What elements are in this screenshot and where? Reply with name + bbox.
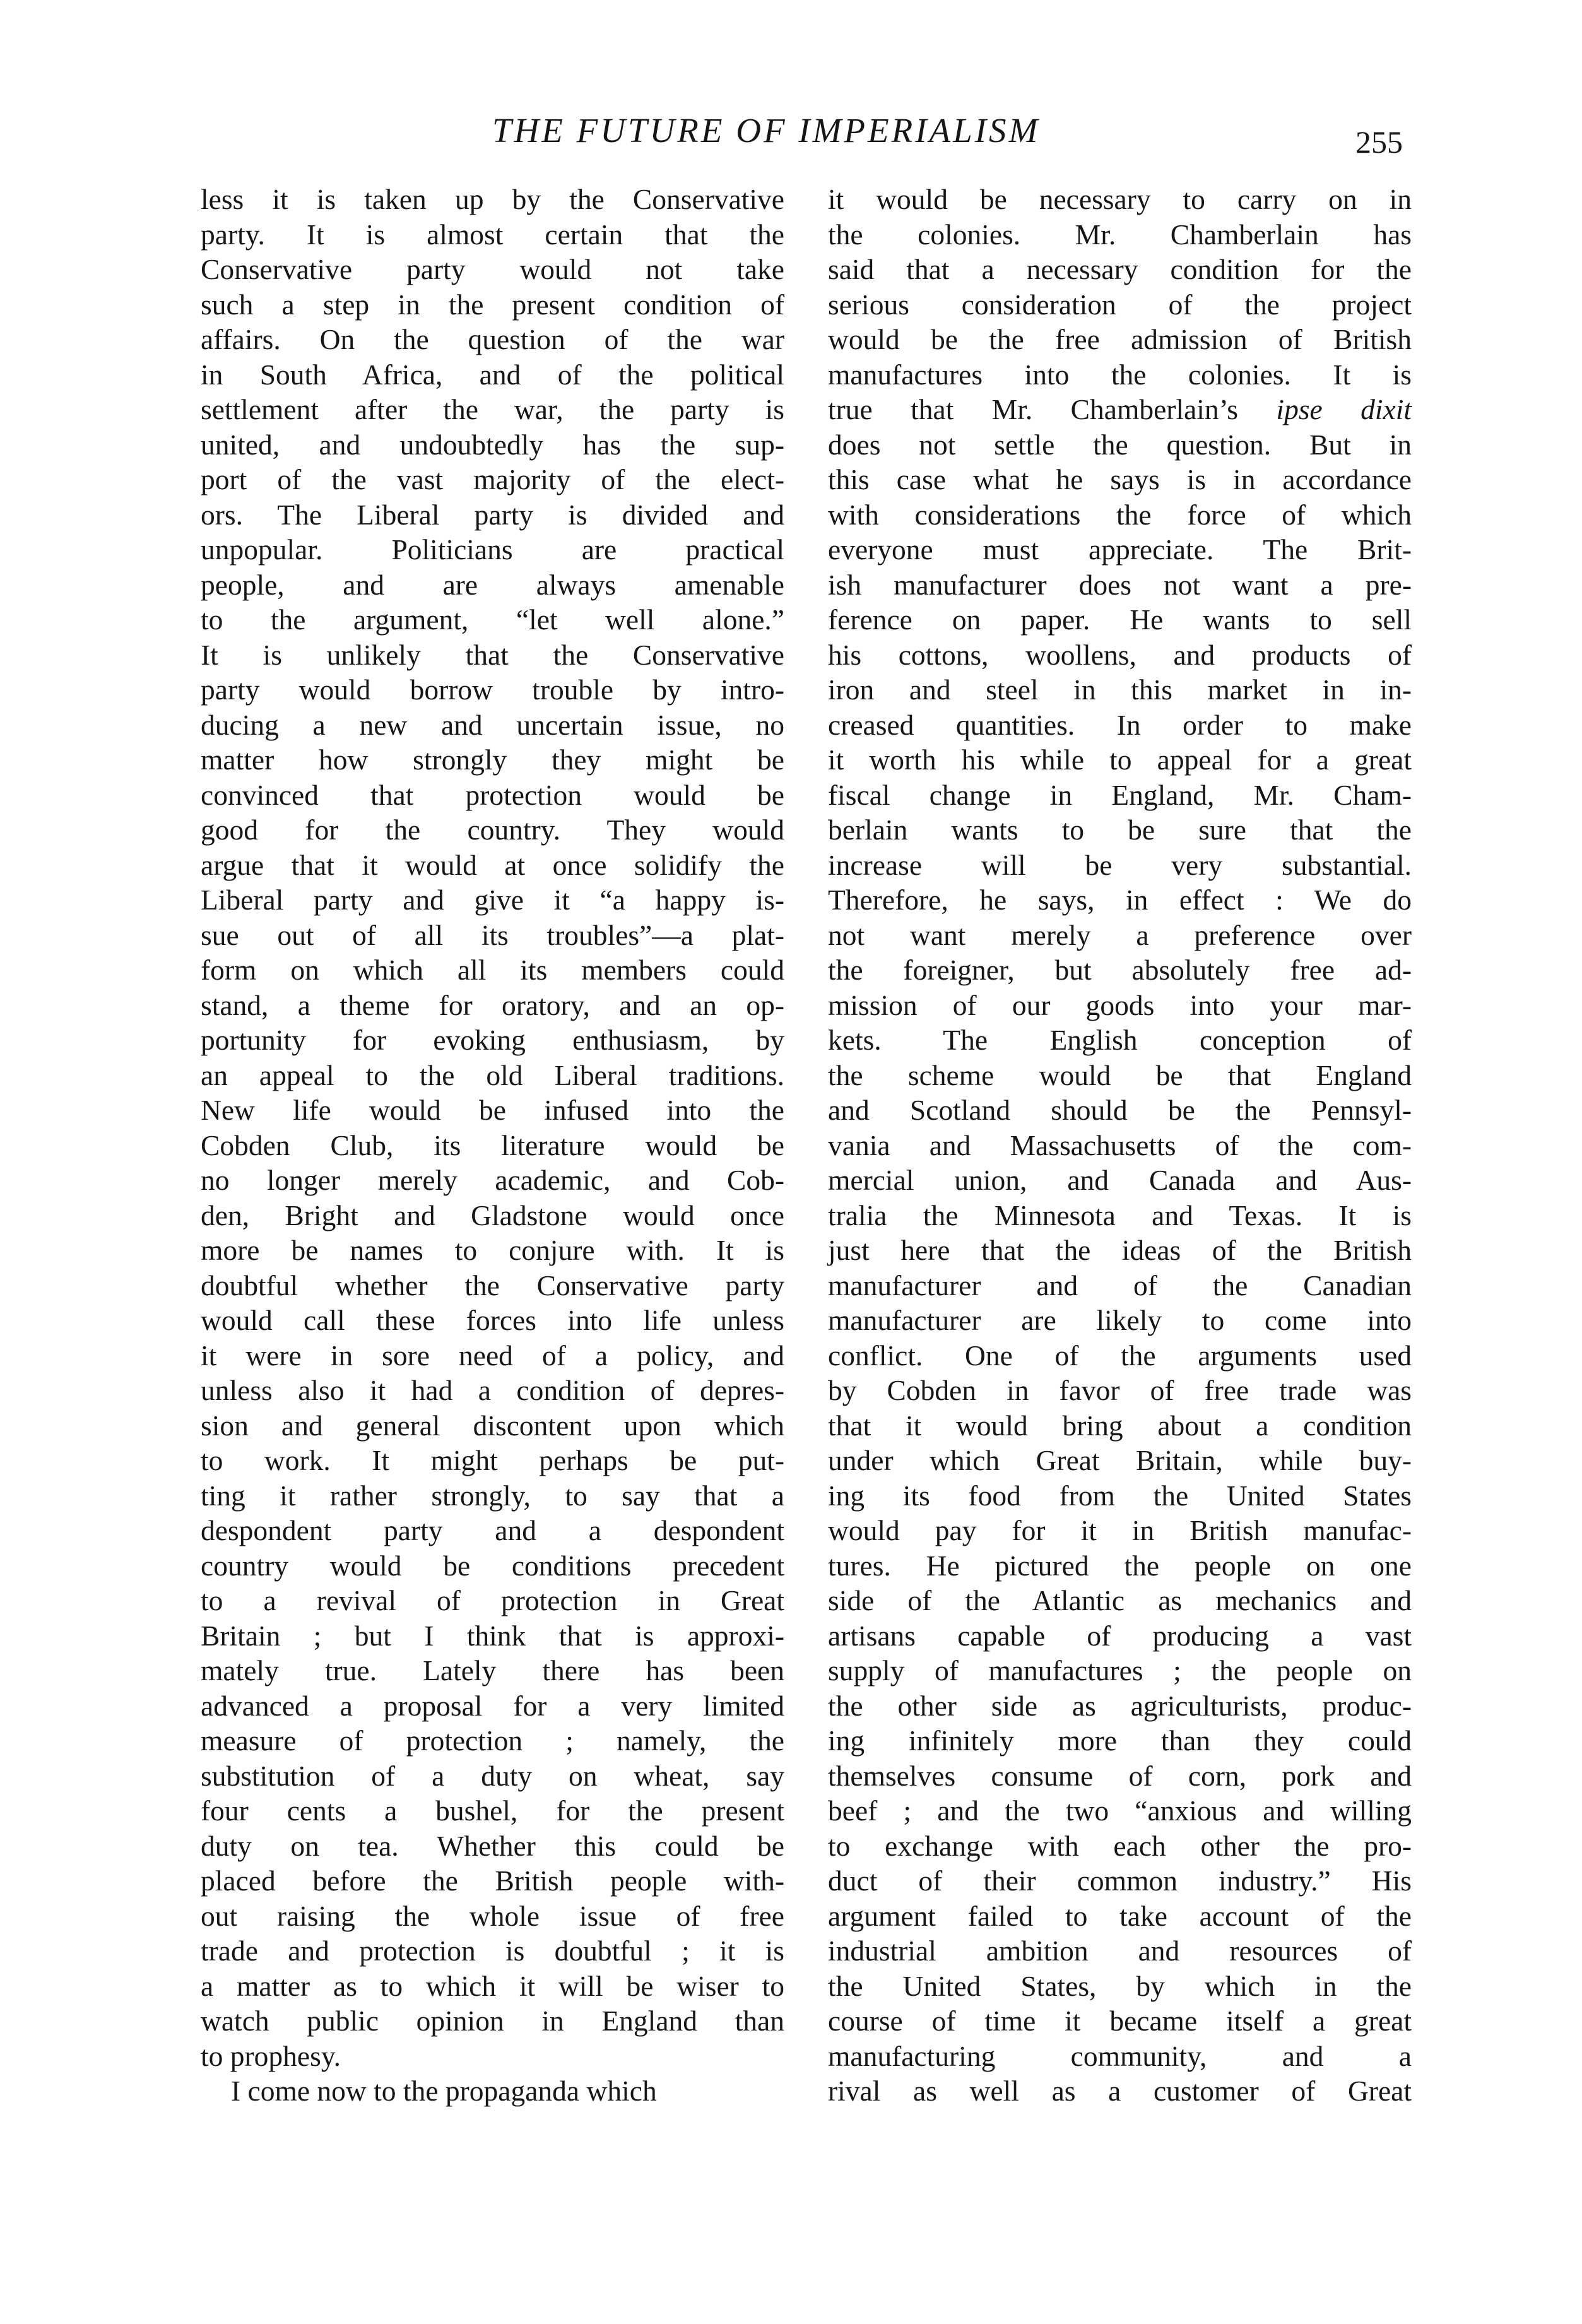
text-line: and Scotland should be the Pennsyl- [828,1094,1412,1126]
text-line: Conservative party would not take [201,253,784,285]
text-line: that it would bring about a condition [828,1409,1412,1442]
text-line: themselves consume of corn, pork and [828,1759,1412,1792]
text-line: serious consideration of the project [828,288,1412,321]
text-line: does not settle the question. But in [828,428,1412,461]
text-line: ing infinitely more than they could [828,1724,1412,1757]
text-line: watch public opinion in England than [201,2005,784,2037]
text-line: mission of our goods into your mar- [828,988,1412,1021]
text-line: the United States, by which in the [828,1969,1412,2002]
text-line: conflict. One of the arguments used [828,1339,1412,1372]
text-line: manufacturing community, and a [828,2039,1412,2072]
text-line: everyone must appreciate. The Brit- [828,533,1412,566]
text-line: den, Bright and Gladstone would once [201,1199,784,1231]
text-line: advanced a proposal for a very limited [201,1689,784,1722]
text-line: settlement after the war, the party is [201,393,784,425]
text-line: it were in sore need of a policy, and [201,1339,784,1372]
text-line: rival as well as a customer of Great [828,2075,1412,2107]
text-line: ducing a new and uncertain issue, no [201,708,784,741]
text-line: beef ; and the two “anxious and willing [828,1794,1412,1827]
text-line: measure of protection ; namely, the [201,1724,784,1757]
text-line: iron and steel in this market in in- [828,673,1412,706]
text-line: matter how strongly they might be [201,744,784,776]
text-line: an appeal to the old Liberal traditions. [201,1058,784,1091]
text-line: under which Great Britain, while buy- [828,1444,1412,1476]
text-line: unpopular. Politicians are practical [201,533,784,566]
text-line: sue out of all its troubles”—a plat- [201,918,784,951]
text-line: portunity for evoking enthusiasm, by [201,1024,784,1056]
text-line: no longer merely academic, and Cob- [201,1164,784,1196]
text-line: this case what he says is in accordance [828,463,1412,495]
text-line: just here that the ideas of the British [828,1234,1412,1266]
text-line: would be the free admission of British [828,323,1412,355]
text-line: I come now to the propaganda which [231,2075,657,2107]
italic-phrase: ipse dixit [1276,393,1412,425]
text-line: said that a necessary condition for the [828,253,1412,285]
text-line: New life would be infused into the [201,1094,784,1126]
text-line: industrial ambition and resources of [828,1935,1412,1967]
text-line: the scheme would be that England [828,1058,1412,1091]
text-line: tures. He pictured the people on one [828,1549,1412,1582]
text-line: artisans capable of producing a vast [828,1619,1412,1652]
text-line: placed before the British people with- [201,1865,784,1897]
text-line: good for the country. They would [201,814,784,846]
text-line: to prophesy. [201,2039,341,2072]
text-line: doubtful whether the Conservative party [201,1269,784,1301]
text-line: form on which all its members could [201,954,784,986]
text-line: duty on tea. Whether this could be [201,1829,784,1862]
text-line: party. It is almost certain that the [201,218,784,251]
text-line: side of the Atlantic as mechanics and [828,1584,1412,1616]
text-line: mercial union, and Canada and Aus- [828,1164,1412,1196]
text-line: affairs. On the question of the war [201,323,784,355]
text-line: supply of manufactures ; the people on [828,1654,1412,1687]
text-line: convinced that protection would be [201,778,784,811]
text-line: the foreigner, but absolutely free ad- [828,954,1412,986]
text-line [828,392,1412,427]
text-line: creased quantities. In order to make [828,708,1412,741]
text-line: sion and general discontent upon which [201,1409,784,1442]
running-title: THE FUTURE OF IMPERIALISM [492,111,1041,150]
text-line: increase will be very substantial. [828,848,1412,881]
text-line: four cents a bushel, for the present [201,1794,784,1827]
text-line: Therefore, he says, in effect : We do [828,884,1412,916]
text-line: berlain wants to be sure that the [828,814,1412,846]
text-line: ish manufacturer does not want a pre- [828,568,1412,601]
text-line: Britain ; but I think that is approxi- [201,1619,784,1652]
text-line: by Cobden in favor of free trade was [828,1374,1412,1406]
text-line: fiscal change in England, Mr. Cham- [828,778,1412,811]
text-line: substitution of a duty on wheat, say [201,1759,784,1792]
text-line: stand, a theme for oratory, and an op- [201,988,784,1021]
text-line: ference on paper. He wants to sell [828,603,1412,636]
text-line: manufactures into the colonies. It is [828,358,1412,391]
text-line: country would be conditions precedent [201,1549,784,1582]
text-line: to work. It might perhaps be put- [201,1444,784,1476]
text-line: such a step in the present condition of [201,288,784,321]
text-line: argue that it would at once solidify the [201,848,784,881]
text-line: Liberal party and give it “a happy is- [201,884,784,916]
left-column [201,182,784,2109]
text-line: ors. The Liberal party is divided and [201,498,784,531]
text-line: trade and protection is doubtful ; it is [201,1935,784,1967]
text-line: unless also it had a condition of depres- [201,1374,784,1406]
text-line: more be names to conjure with. It is [201,1234,784,1266]
text-line: to the argument, “let well alone.” [201,603,784,636]
text-line: to exchange with each other the pro- [828,1829,1412,1862]
text-line: it would be necessary to carry on in [828,183,1412,215]
text-line: despondent party and a despondent [201,1514,784,1546]
text-line: vania and Massachusetts of the com- [828,1129,1412,1161]
text-line: to a revival of protection in Great [201,1584,784,1616]
text-line: mately true. Lately there has been [201,1654,784,1687]
text-line: out raising the whole issue of free [201,1899,784,1932]
text-line: tralia the Minnesota and Texas. It is [828,1199,1412,1231]
text-line: would pay for it in British manufac- [828,1514,1412,1546]
text-line: the colonies. Mr. Chamberlain has [828,218,1412,251]
text-line: ting it rather strongly, to say that a [201,1479,784,1512]
text-line: manufacturer are likely to come into [828,1304,1412,1336]
text-line: It is unlikely that the Conservative [201,638,784,671]
text-run: true that Mr. Chamberlain’s [828,393,1277,425]
text-line: in South Africa, and of the political [201,358,784,391]
text-line: his cottons, woollens, and products of [828,638,1412,671]
text-line: a matter as to which it will be wiser to [201,1969,784,2002]
text-line: the other side as agriculturists, produc- [828,1689,1412,1722]
text-line: duct of their common industry.” His [828,1865,1412,1897]
text-line: port of the vast majority of the elect- [201,463,784,495]
text-line: manufacturer and of the Canadian [828,1269,1412,1301]
text-line: ing its food from the United States [828,1479,1412,1512]
text-line: party would borrow trouble by intro- [201,673,784,706]
text-line: it worth his while to appeal for a great [828,744,1412,776]
text-line: kets. The English conception of [828,1024,1412,1056]
page-number: 255 [1355,124,1403,160]
text-line: with considerations the force of which [828,498,1412,531]
text-line: people, and are always amenable [201,568,784,601]
text-line: course of time it became itself a great [828,2005,1412,2037]
text-line: would call these forces into life unless [201,1304,784,1336]
text-line: united, and undoubtedly has the sup- [201,428,784,461]
right-column [828,182,1412,2109]
text-line: Cobden Club, its literature would be [201,1129,784,1161]
text-line: argument failed to take account of the [828,1899,1412,1932]
text-line: not want merely a preference over [828,918,1412,951]
text-line: less it is taken up by the Conservative [201,183,784,215]
